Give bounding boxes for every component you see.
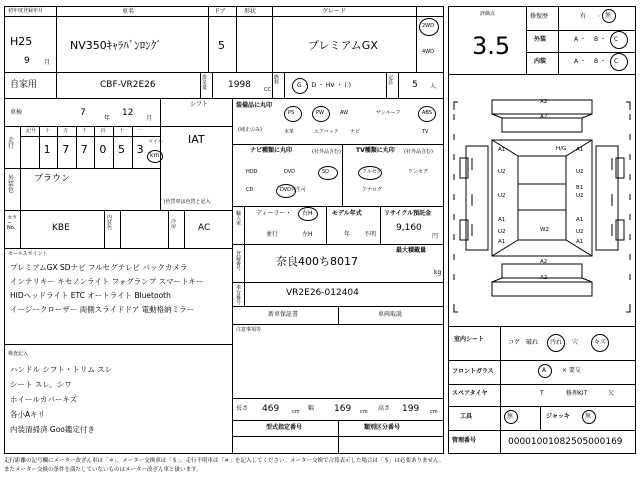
mileage-digit: 7 [80, 143, 88, 156]
first-reg-month-label: 月 [44, 59, 51, 66]
exterior-color-label: 外装色 [8, 175, 15, 194]
height-label: 高さ [378, 405, 391, 412]
diagram-label: U2 [576, 193, 584, 199]
diagram-label: A1 [576, 147, 584, 153]
mileage-col-line [76, 126, 77, 168]
max-load-label: 最大積載量 [396, 247, 427, 254]
ext-grade-option: B ・ [594, 36, 607, 43]
front-glass-label: フロントガラス [452, 368, 494, 375]
mileage-digit-header: 十 [119, 128, 125, 134]
mileage-unit-top: マイル [148, 139, 163, 145]
mileage-col-line [94, 126, 95, 168]
chassis-label: 車台番号 [236, 285, 242, 306]
mileage-col-line [57, 126, 58, 168]
equipment-item: エアバック [314, 129, 339, 135]
inspection-note-line: 内装清掃済 Goo鑑定付き [10, 425, 95, 434]
recycle-unit: 円 [432, 233, 439, 240]
equipment-item: AW [340, 110, 349, 116]
mileage-digit-header: 一 [137, 128, 143, 134]
inspection-note-line: ハンドル シフト・トリム スレ [10, 365, 113, 374]
jack-label: ジャッキ [546, 413, 570, 420]
capacity-value: 5 [412, 80, 418, 90]
mileage-digit-header: 記号 [26, 128, 37, 134]
drive-4wd: 4WD [422, 49, 434, 55]
import-handle-right: 右H [302, 210, 313, 217]
width-label: 幅 [308, 405, 315, 412]
car-damage-diagram [448, 74, 636, 326]
diagram-label: U2 [576, 229, 584, 235]
diagram-label: A1 [576, 239, 584, 245]
mileage-digit-header: 百 [100, 128, 106, 134]
sales-points-label: セールスポイント [8, 251, 48, 257]
exterior-color-value: ブラウン [34, 174, 71, 184]
mileage-unit: km [150, 152, 160, 159]
inspection-label: 車検 [10, 109, 23, 116]
sales-point-line: プレミアムGX SDナビ フルセグテレビ バックカメラ [10, 263, 188, 272]
spare-item: 修理KIT [566, 390, 588, 397]
inspection-note-line: シート スレ、シワ [10, 380, 72, 389]
recycle-label: リサイクル預託金 [384, 210, 432, 217]
navi-type-label: ナビ種類に丸印 [250, 147, 293, 154]
diagram-label: U2 [498, 193, 506, 199]
score-value: 3.5 [472, 32, 511, 60]
int-grade-option: C [614, 58, 619, 65]
equipment-sub: (純正のみ) [238, 127, 262, 133]
shape-label: 形状 [244, 8, 257, 15]
import-label: 輸入車 [236, 211, 242, 227]
int-grade-option: A ・ [574, 58, 587, 65]
inspection-year: 7 [80, 108, 86, 118]
mileage-header-line [20, 136, 160, 137]
sales-point-line: HIDヘッドライト ETC オートライト Bluetooth [10, 291, 171, 300]
class-no-label: 類別区分番号 [364, 424, 401, 431]
inspection-notes-label: 検査記入 [8, 351, 29, 357]
repair-no: 無 [605, 12, 612, 19]
model-year-unit: 年 [344, 231, 351, 238]
fuel-label: 燃料 [274, 75, 280, 86]
tv-type-sub: (社外品含む) [404, 149, 433, 155]
mileage-col-line [39, 126, 40, 168]
mileage-digit: 1 [43, 143, 51, 156]
length-unit: cm [292, 409, 300, 415]
model-year-label: モデル年式 [332, 210, 362, 217]
first-reg-month: 9 [24, 56, 30, 66]
height-unit: cm [430, 409, 438, 415]
grade-label: グレード [322, 8, 347, 15]
ac-label: 冷房 [171, 219, 177, 230]
navi-type-sub: (社外品含む) [312, 149, 341, 155]
tv-type-label: TV種類に丸印 [356, 147, 395, 154]
inspection-month-unit: 月 [146, 115, 153, 122]
navi-item: SD [322, 169, 330, 175]
mileage-col-line [132, 126, 133, 168]
diagram-label: A2 [540, 275, 548, 281]
equipment-label: 装備品に丸印 [236, 102, 273, 109]
car-name-value: NV350ｷｬﾗﾊﾞﾝﾛﾝｸﾞ [70, 39, 162, 52]
recycle-amount: 9,160 [396, 223, 422, 233]
grade-value: プレミアムGX [308, 39, 378, 52]
equipment-item: サンルーフ [376, 110, 401, 116]
capacity-unit: 人 [430, 83, 437, 90]
diagram-label: A1 [498, 147, 506, 153]
door-label: ドア [214, 8, 226, 15]
cc-label: CC [264, 87, 271, 93]
exterior-grade-circle [610, 31, 628, 49]
mileage-digit-header: 千 [81, 128, 87, 134]
sales-point-line: インテリキー キセノンライト フォグランプ スマートキー [10, 277, 204, 286]
displacement-label: 排気量 [202, 75, 208, 91]
seat-label: 室内シート [454, 336, 485, 343]
spare-item: T [540, 390, 544, 397]
spare-tire-label: スペアタイヤ [452, 390, 488, 397]
tv-item: ワンセグ [408, 169, 429, 175]
diagram-label: B1 [576, 185, 584, 191]
model-code: CBF-VR2E26 [100, 80, 156, 90]
fuel-options: G ・ D ・ HV ・ ( ) [297, 82, 351, 89]
equipment-item: 本革 [284, 129, 295, 135]
max-load-unit: kg [434, 269, 442, 276]
drive-2wd: 2WD [422, 23, 434, 29]
tv-item: アナログ [362, 187, 383, 193]
footer-note-1: 走行距離の記号欄にメーター改ざん車は「＊」、メーター交換車は「＄」、走行不明車は「＃」を記入してください。メーター交換で合算表示した場合は「＄」は必要ありません。 [4, 458, 445, 464]
diagram-label: U2 [576, 169, 584, 175]
diagram-label: A1 [498, 217, 506, 223]
diagram-label: A1 [576, 217, 584, 223]
spare-item: 欠 [608, 390, 615, 397]
diagram-label: A2 [540, 99, 548, 105]
ext-grade-option: A ・ [574, 36, 587, 43]
exterior-grade-label: 外装 [534, 36, 547, 43]
registration-label: 登録番号 [236, 251, 242, 272]
equipment-item: PS [288, 110, 295, 116]
tv-item: フルセグ [362, 169, 382, 175]
control-no-value: 00001001082505000169 [508, 437, 623, 447]
front-glass-x: × 要交 [562, 367, 581, 374]
interior-grade-circle [610, 53, 628, 71]
control-no-label: 管理番号 [452, 437, 477, 444]
mileage-label: 走行 [8, 137, 15, 150]
diagram-label: W2 [540, 227, 549, 233]
length-value: 469 [262, 404, 280, 414]
interior-grade-label: 内装 [534, 58, 547, 65]
import-dealer: ディーラー・ [256, 210, 292, 217]
ext-grade-option: C [614, 36, 619, 43]
equipment-item: ナビ [350, 129, 361, 135]
repair-yes: 有 [580, 13, 587, 20]
import-handle-left: 左H [302, 231, 313, 238]
length-label: 長さ [236, 405, 249, 412]
navi-item: HDD [246, 169, 258, 175]
sales-point-line: イージークローザー 両側スライドドア 電動格納ミラー [10, 305, 195, 314]
shift-label: シフト [190, 101, 209, 108]
mileage-digit: 5 [118, 143, 125, 156]
height-value: 199 [402, 404, 420, 414]
mileage-digit-header: 万 [63, 128, 69, 134]
diagram-label: U2 [498, 229, 506, 235]
exterior-color-note: ( )色替車は色替と記入 [160, 199, 211, 205]
equipment-item: TV [422, 129, 429, 135]
diagram-label: A2 [540, 114, 548, 120]
manual-label: 車両取説 [378, 311, 403, 318]
equipment-item: ABS [422, 110, 432, 116]
mileage-digit: 7 [62, 143, 70, 156]
color-no-value: KBE [52, 223, 70, 233]
inspection-year-unit: 年 [104, 115, 111, 122]
ac-value: AC [198, 223, 211, 233]
seat-item: キズ [594, 339, 606, 346]
mileage-col-line [20, 126, 21, 168]
repair-history-label: 修復歴 [530, 13, 549, 20]
mileage-digit: 0 [99, 143, 107, 156]
seat-item: 汚れ [550, 339, 563, 346]
int-grade-option: B ・ [594, 58, 607, 65]
color-no-label: カラーNo. [7, 215, 18, 231]
displacement-value: 1998 [228, 80, 251, 90]
seat-item: 穴 [572, 339, 579, 346]
interior-color-label: 内装色 [107, 215, 113, 231]
navi-item: CD [246, 187, 254, 193]
first-reg-label: 初年度登録年月 [8, 8, 44, 14]
shift-value: IAT [188, 133, 205, 146]
usage-value: 自家用 [10, 80, 38, 90]
model-no-label: 型式指定番号 [266, 424, 303, 431]
seat-item: 破れ [526, 339, 539, 346]
seat-item: コゲ [508, 339, 521, 346]
width-unit: cm [360, 409, 368, 415]
repair-dot: ・ [596, 14, 602, 20]
registration-value: 奈良400ち8017 [276, 255, 358, 268]
diagram-label: A2 [540, 259, 548, 265]
tools-none: 無 [507, 413, 514, 420]
diagram-label: H/G [556, 146, 567, 152]
inspection-note-line: 各小Aキリ [10, 410, 46, 419]
caution-label: 注意事項等 [236, 327, 262, 333]
mileage-col-line [113, 126, 114, 168]
navi-item: DVD [284, 169, 296, 175]
model-year-unknown: 不明 [364, 231, 377, 238]
width-value: 169 [334, 404, 352, 414]
footer-note-2: またメーター交換の条件を満たしていないものはメーター改ざん車と扱います。 [4, 467, 202, 473]
car-name-label: 車名 [122, 8, 135, 15]
warranty-label: 新車保証書 [268, 311, 299, 318]
diagram-label: U2 [498, 169, 506, 175]
first-reg-era-year: H25 [10, 35, 33, 48]
door-count: 5 [218, 39, 225, 52]
inspection-month: 12 [122, 108, 134, 118]
mileage-digit-header: 十 [44, 128, 50, 134]
import-parallel: 並行 [266, 231, 279, 238]
equipment-item: PW [316, 110, 324, 116]
jack-none: 無 [585, 413, 592, 420]
front-glass-a: A [542, 367, 547, 374]
inspection-note-line: ホイールカバーキズ [10, 395, 78, 404]
navi-item: DVD再生可 [280, 187, 307, 193]
tools-label: 工具 [460, 413, 473, 420]
capacity-label: 定員 [388, 75, 394, 86]
chassis-value: VR2E26-012404 [286, 288, 359, 298]
mileage-digit: 3 [136, 143, 144, 156]
score-label: 評価点 [480, 11, 496, 17]
diagram-label: A1 [498, 239, 506, 245]
